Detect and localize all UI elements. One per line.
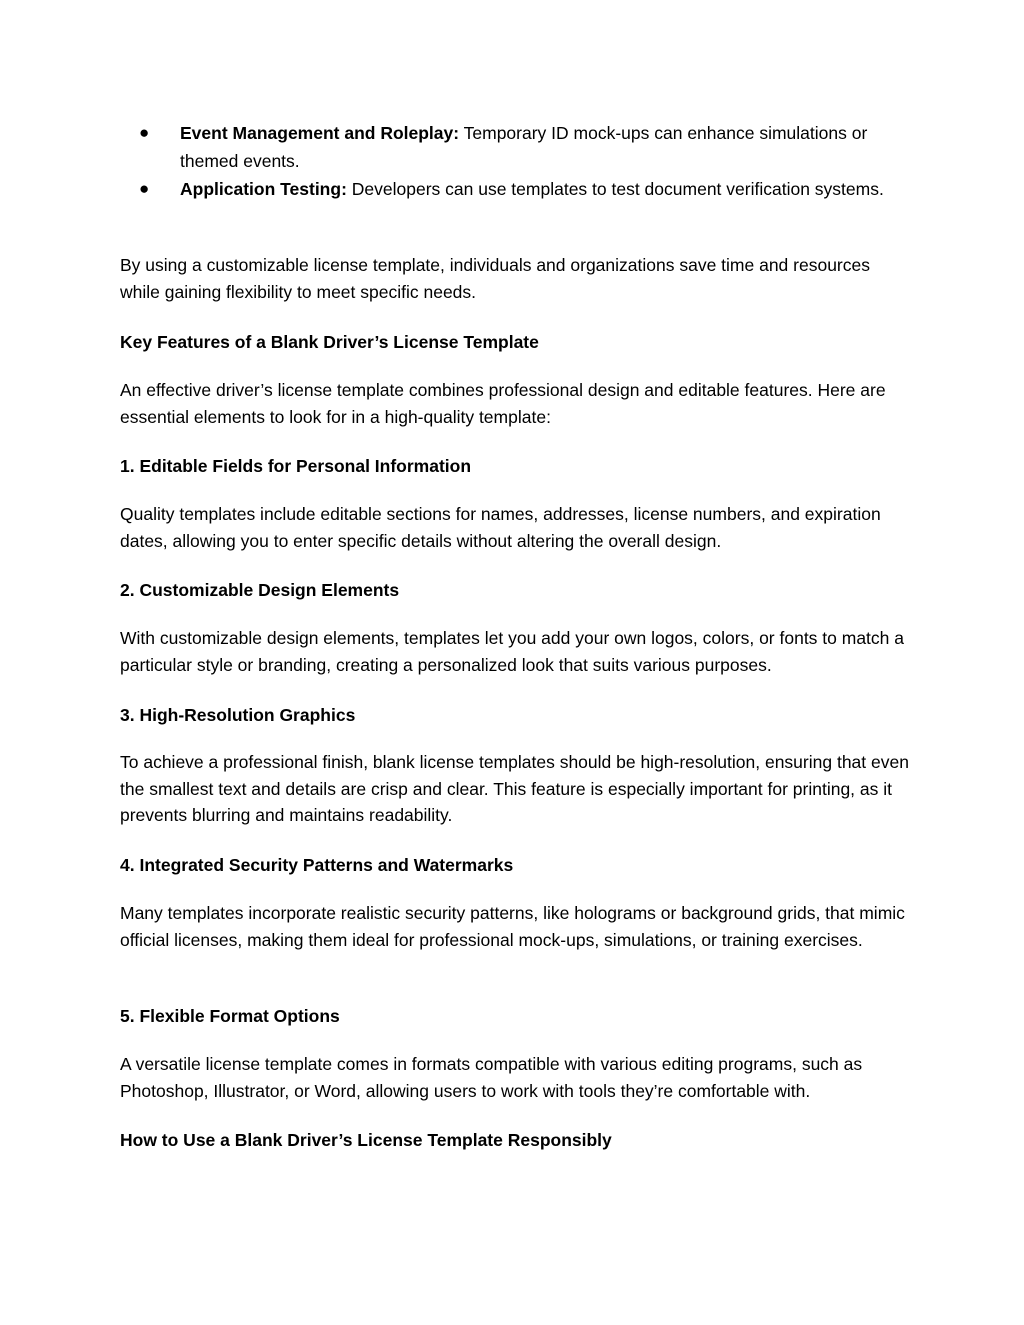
feature-body-design-elements: With customizable design elements, templates let you add your own logos, colors, or fonts to match a particular style or branding, creating a personalized look that suits various purposes. <box>120 628 904 675</box>
bullet-text: Developers can use templates to test document verification systems. <box>346 179 884 199</box>
feature-heading-design-elements: 2. Customizable Design Elements <box>120 580 400 600</box>
feature-heading-security-patterns: 4. Integrated Security Patterns and Watermarks <box>120 855 514 875</box>
bullet-icon: ● <box>139 123 150 142</box>
feature-body-security-patterns: Many templates incorporate realistic security patterns, like holograms or background grids, that mimic official licenses, making them ideal for professional mock-ups, simulations, or training exercises. <box>120 903 905 950</box>
feature-body-format-options: A versatile license template comes in formats compatible with various editing programs, such as Photoshop, Illustrator, or Word, allowing users to work with tools they’re comfortable with. <box>120 1054 863 1101</box>
feature-heading-high-resolution: 3. High-Resolution Graphics <box>120 705 356 725</box>
feature-body-editable-fields: Quality templates include editable sections for names, addresses, license numbers, and expiration dates, allowing you to enter specific details without altering the overall design. <box>120 504 881 551</box>
bullet-item-application-testing <box>120 175 910 203</box>
feature-heading-format-options: 5. Flexible Format Options <box>120 1006 340 1026</box>
bullet-list <box>120 119 910 203</box>
bullet-item-event-management <box>120 119 910 175</box>
bullet-text: Temporary ID mock-ups can enhance simulations or themed events. <box>180 123 868 171</box>
bullet-label: Event Management and Roleplay: <box>180 123 460 143</box>
intro-paragraph: By using a customizable license template, individuals and organizations save time and resources while gaining flexibility to meet specific needs. <box>120 255 870 302</box>
closing-heading: How to Use a Blank Driver’s License Template Responsibly <box>120 1130 612 1150</box>
feature-body-high-resolution: To achieve a professional finish, blank license templates should be high-resolution, ensuring that even the smallest text and details are crisp and clear. This feature is especially important for printing, as it prevents blurring and maintains readability. <box>120 752 909 825</box>
feature-heading-editable-fields: 1. Editable Fields for Personal Information <box>120 456 472 476</box>
bullet-label: Application Testing: <box>180 179 347 199</box>
bullet-icon: ● <box>139 179 150 198</box>
section-intro-paragraph: An effective driver’s license template combines professional design and editable features. Here are essential elements to look for in a high-quality template: <box>120 380 886 427</box>
section-heading: Key Features of a Blank Driver’s License Template <box>120 332 539 352</box>
